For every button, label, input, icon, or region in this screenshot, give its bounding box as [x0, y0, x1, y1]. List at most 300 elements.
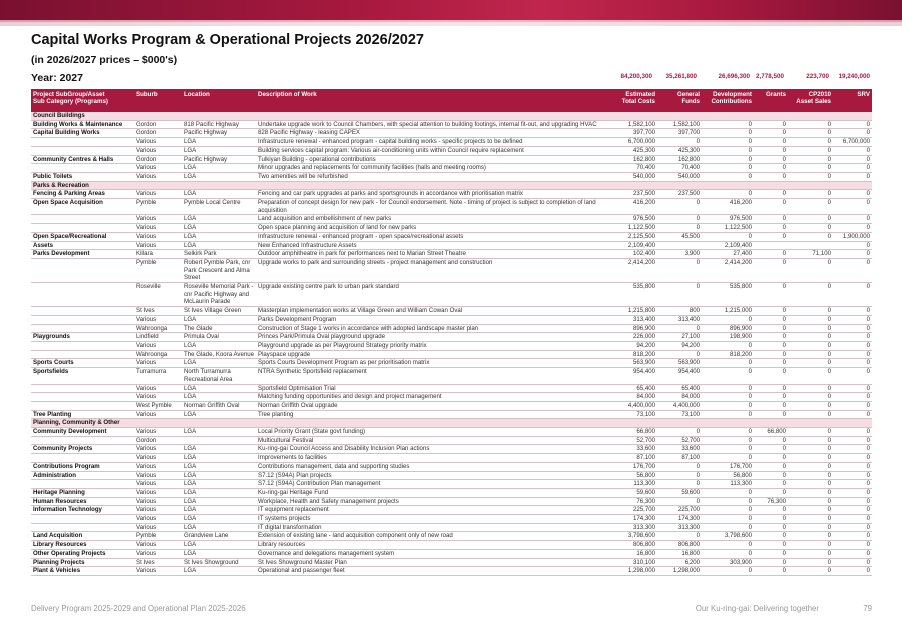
table-cell: 563,900 — [612, 359, 657, 368]
table-cell: St Ives Showground Master Plan — [256, 558, 612, 567]
table-cell: 0 — [833, 523, 872, 532]
table-cell: 237,500 — [612, 190, 657, 199]
table-cell: Various — [134, 445, 182, 454]
table-cell: 1,215,800 — [612, 307, 657, 316]
table-cell: Administration — [31, 471, 134, 480]
table-cell: Infrastructure renewal - enhanced program - open space/recreational assets — [256, 232, 612, 241]
category-row — [31, 419, 872, 428]
table-cell: 0 — [657, 462, 702, 471]
table-cell: 0 — [702, 567, 754, 576]
table-cell: 0 — [788, 445, 833, 454]
table-cell: 0 — [833, 532, 872, 541]
footer-right — [696, 604, 872, 613]
column-header-line2: Funds — [681, 98, 700, 106]
table-cell: 94,200 — [657, 341, 702, 350]
table-row — [31, 241, 872, 250]
table-cell: Robert Pymble Park, cnr Park Crescent and Alma Street — [182, 258, 256, 282]
table-cell: 818,200 — [702, 350, 754, 359]
table-cell: 0 — [702, 410, 754, 419]
table-row — [31, 384, 872, 393]
table-cell: Community Centres & Halls — [31, 155, 134, 164]
table-cell: 0 — [833, 488, 872, 497]
table-cell: Norman Griffith Oval upgrade — [256, 401, 612, 410]
column-header-line1: Grants — [766, 90, 786, 98]
table-cell: 1,215,000 — [702, 307, 754, 316]
table-cell: 540,000 — [612, 172, 657, 181]
table-cell: 0 — [788, 497, 833, 506]
table-cell: 954,400 — [612, 368, 657, 384]
table-cell: 0 — [788, 532, 833, 541]
table-cell: S7.12 (S94A) Plan projects — [256, 471, 612, 480]
column-header-line1: Suburb — [136, 90, 158, 98]
table-cell: 1,298,000 — [612, 567, 657, 576]
table-cell: 3,900 — [657, 250, 702, 259]
table-cell: Sports Courts — [31, 359, 134, 368]
table-cell: 416,200 — [612, 199, 657, 215]
table-cell: 0 — [754, 541, 788, 550]
table-cell: 0 — [833, 515, 872, 524]
table-row — [31, 199, 872, 215]
table-cell: 0 — [702, 488, 754, 497]
table-row — [31, 250, 872, 259]
table-cell: Pymble — [134, 258, 182, 282]
table-row — [31, 232, 872, 241]
table-cell: 0 — [754, 172, 788, 181]
table-cell — [31, 283, 134, 307]
table-cell — [31, 324, 134, 333]
total-cp2010: 223,700 — [806, 73, 829, 80]
table-cell: Selkirk Park — [182, 250, 256, 259]
table-cell: 66,800 — [612, 428, 657, 437]
table-cell: 313,300 — [657, 523, 702, 532]
table-cell: Matching funding opportunities and design and project management — [256, 393, 612, 402]
table-cell: 0 — [702, 155, 754, 164]
table-cell: 0 — [754, 350, 788, 359]
table-row — [31, 393, 872, 402]
table-cell: Wahroonga — [134, 350, 182, 359]
table-cell: 2,109,400 — [702, 241, 754, 250]
table-cell: 66,800 — [754, 428, 788, 437]
table-cell: 0 — [788, 258, 833, 282]
table-cell: 0 — [657, 283, 702, 307]
column-header — [833, 89, 872, 112]
table-cell: 303,900 — [702, 558, 754, 567]
table-cell: 0 — [788, 515, 833, 524]
column-header-line1: Project SubGroup/Asset — [33, 90, 105, 98]
table-cell: Minor upgrades and replacements for community facilities (halls and meeting rooms) — [256, 164, 612, 173]
table-cell: 976,500 — [612, 215, 657, 224]
table-cell: Open space planning and acquisition of land for new parks — [256, 224, 612, 233]
table-cell: LGA — [182, 384, 256, 393]
table-cell: NTRA Synthetic Sportsfield replacement — [256, 368, 612, 384]
table-cell: Various — [134, 567, 182, 576]
table-cell: LGA — [182, 462, 256, 471]
table-cell: 0 — [754, 410, 788, 419]
table-cell: 1,582,100 — [612, 120, 657, 129]
table-cell: 313,300 — [612, 523, 657, 532]
table-cell: 0 — [657, 215, 702, 224]
table-cell: Library Resources — [31, 541, 134, 550]
table-cell: 1,900,000 — [833, 232, 872, 241]
table-cell: Building services capital program: Various air-conditioning units within Council require replacement — [256, 146, 612, 155]
table-cell: 0 — [702, 549, 754, 558]
table-row — [31, 541, 872, 550]
table-cell: 2,414,200 — [612, 258, 657, 282]
table-cell: 73,100 — [612, 410, 657, 419]
table-cell: Various — [134, 541, 182, 550]
table-cell: Open Space Acquisition — [31, 199, 134, 215]
table-cell: Sports Courts Development Program as per prioritisation matrix — [256, 359, 612, 368]
table-cell: LGA — [182, 454, 256, 463]
table-cell: 33,600 — [612, 445, 657, 454]
table-row — [31, 146, 872, 155]
table-cell: St Ives Village Green — [182, 307, 256, 316]
table-cell: 0 — [833, 258, 872, 282]
table-cell: 0 — [754, 462, 788, 471]
table-cell — [31, 523, 134, 532]
table-cell: 0 — [833, 341, 872, 350]
table-cell: Human Resources — [31, 497, 134, 506]
table-row — [31, 445, 872, 454]
table-cell: 0 — [833, 241, 872, 250]
table-cell: 0 — [833, 454, 872, 463]
table-cell: Sportsfield Optimisation Trial — [256, 384, 612, 393]
table-cell: 73,100 — [657, 410, 702, 419]
table-cell: 0 — [833, 224, 872, 233]
table-cell: 0 — [754, 215, 788, 224]
table-cell: 976,500 — [702, 215, 754, 224]
table-cell — [754, 241, 788, 250]
table-cell: 0 — [657, 497, 702, 506]
table-cell: 0 — [833, 471, 872, 480]
table-cell: Infrastructure renewal - enhanced program - capital building works - specific projects to be defined — [256, 138, 612, 147]
table-cell: 0 — [657, 324, 702, 333]
table-cell: Primula Oval — [182, 333, 256, 342]
table-cell: 0 — [788, 384, 833, 393]
table-cell: 0 — [788, 172, 833, 181]
table-cell: 0 — [833, 350, 872, 359]
table-cell: 806,800 — [657, 541, 702, 550]
table-cell — [31, 307, 134, 316]
table-cell: Contributions management, data and supporting studies — [256, 462, 612, 471]
page-subtitle: (in 2026/2027 prices – $000's) — [31, 54, 178, 66]
table-cell: 0 — [657, 224, 702, 233]
table-cell: Tulkiyan Building - operational contributions — [256, 155, 612, 164]
table-cell: Ku-ring-gai Heritage Fund — [256, 488, 612, 497]
table-cell: Construction of Stage 1 works in accordance with adopted landscape master plan — [256, 324, 612, 333]
table-cell: Parks Development — [31, 250, 134, 259]
table-cell: 27,400 — [702, 250, 754, 259]
table-cell: 0 — [754, 393, 788, 402]
table-cell: 0 — [788, 215, 833, 224]
table-cell: Various — [134, 172, 182, 181]
table-cell: 0 — [788, 350, 833, 359]
column-header-line1: SRV — [857, 90, 870, 98]
table-cell — [31, 138, 134, 147]
table-cell: 0 — [754, 506, 788, 515]
table-cell: Pymble Local Centre — [182, 199, 256, 215]
category-row — [31, 112, 872, 120]
table-cell: LGA — [182, 146, 256, 155]
table-cell: Library resources — [256, 541, 612, 550]
table-cell: Gordon — [134, 120, 182, 129]
table-cell: Various — [134, 549, 182, 558]
table-cell: LGA — [182, 172, 256, 181]
table-cell: 70,400 — [657, 164, 702, 173]
table-cell: 0 — [833, 506, 872, 515]
table-cell: 0 — [833, 155, 872, 164]
table-cell: 0 — [754, 359, 788, 368]
table-cell: Various — [134, 138, 182, 147]
table-row — [31, 462, 872, 471]
table-cell: 0 — [833, 549, 872, 558]
table-cell: 0 — [754, 146, 788, 155]
table-cell: 0 — [833, 428, 872, 437]
table-cell: Assets — [31, 241, 134, 250]
table-cell: 162,800 — [657, 155, 702, 164]
table-cell: 76,300 — [754, 497, 788, 506]
table-cell — [31, 341, 134, 350]
table-cell: LGA — [182, 393, 256, 402]
table-cell: 0 — [788, 359, 833, 368]
table-cell: 535,800 — [702, 283, 754, 307]
table-cell: 0 — [702, 190, 754, 199]
table-cell: Various — [134, 523, 182, 532]
table-row — [31, 164, 872, 173]
table-cell: 0 — [788, 436, 833, 445]
table-cell: 56,800 — [702, 471, 754, 480]
table-cell: 6,700,000 — [833, 138, 872, 147]
table-cell: Various — [134, 190, 182, 199]
table-cell: Heritage Planning — [31, 488, 134, 497]
table-cell: LGA — [182, 410, 256, 419]
category-row — [31, 181, 872, 190]
table-cell: 6,200 — [657, 558, 702, 567]
table-cell: 0 — [833, 436, 872, 445]
table-cell: Pymble — [134, 199, 182, 215]
table-cell: 0 — [754, 368, 788, 384]
column-header — [754, 89, 788, 112]
table-cell: 0 — [833, 410, 872, 419]
table-cell: 0 — [788, 164, 833, 173]
table-cell: 3,798,600 — [612, 532, 657, 541]
table-cell: Wahroonga — [134, 324, 182, 333]
table-body — [31, 112, 872, 575]
table-cell: 113,300 — [612, 480, 657, 489]
table-cell: 0 — [788, 480, 833, 489]
table-cell: 0 — [754, 224, 788, 233]
table-cell: 70,400 — [612, 164, 657, 173]
table-cell: 59,600 — [657, 488, 702, 497]
table-cell: Various — [134, 471, 182, 480]
table-cell: 0 — [754, 283, 788, 307]
table-cell: 0 — [754, 558, 788, 567]
table-row — [31, 307, 872, 316]
table-cell: IT equipment replacement — [256, 506, 612, 515]
table-cell: Fencing and car park upgrades at parks and sportsgrounds in accordance with prioritisation matrix — [256, 190, 612, 199]
column-header — [134, 89, 182, 112]
table-cell — [31, 480, 134, 489]
table-cell: Various — [134, 506, 182, 515]
table-row — [31, 488, 872, 497]
table-row — [31, 120, 872, 129]
table-cell: 0 — [754, 155, 788, 164]
table-cell: 0 — [754, 445, 788, 454]
table-cell: 0 — [833, 315, 872, 324]
table-cell: Various — [134, 341, 182, 350]
table-cell: 0 — [788, 549, 833, 558]
table-cell: 0 — [657, 138, 702, 147]
table-cell: 0 — [754, 523, 788, 532]
table-cell: Gordon — [134, 129, 182, 138]
table-row — [31, 454, 872, 463]
table-cell: 0 — [754, 232, 788, 241]
table-cell — [31, 393, 134, 402]
column-header-line2: Asset Sales — [796, 98, 831, 106]
table-cell: 3,798,600 — [702, 532, 754, 541]
table-cell: 0 — [702, 315, 754, 324]
table-row — [31, 155, 872, 164]
table-cell: 0 — [702, 436, 754, 445]
table-row — [31, 341, 872, 350]
table-row — [31, 333, 872, 342]
table-cell: 0 — [702, 368, 754, 384]
table-row — [31, 324, 872, 333]
table-cell: Norman Griffith Oval — [182, 401, 256, 410]
table-cell: 52,700 — [612, 436, 657, 445]
table-cell: LGA — [182, 488, 256, 497]
table-cell: 954,400 — [657, 368, 702, 384]
table-cell: 198,900 — [702, 333, 754, 342]
table-cell: S7.12 (S94A) Contribution Plan management — [256, 480, 612, 489]
table-cell: 0 — [788, 401, 833, 410]
table-cell: 0 — [833, 480, 872, 489]
table-cell: St Ives — [134, 307, 182, 316]
table-cell: 0 — [702, 341, 754, 350]
table-cell: 0 — [788, 488, 833, 497]
table-cell: LGA — [182, 315, 256, 324]
table-cell: 0 — [754, 324, 788, 333]
table-cell: 27,100 — [657, 333, 702, 342]
table-cell: 65,400 — [657, 384, 702, 393]
table-cell: 0 — [788, 138, 833, 147]
table-cell: 0 — [754, 190, 788, 199]
table-cell: 425,300 — [612, 146, 657, 155]
table-row — [31, 506, 872, 515]
table-cell: 0 — [702, 506, 754, 515]
table-cell: Grandview Lane — [182, 532, 256, 541]
column-header-line1: Description of Work — [258, 90, 317, 98]
total-development-contributions: 26,696,300 — [718, 73, 750, 80]
table-cell: 0 — [754, 315, 788, 324]
table-cell — [31, 258, 134, 282]
table-cell: 2,125,500 — [612, 232, 657, 241]
table-cell: Fencing & Parking Areas — [31, 190, 134, 199]
table-row — [31, 523, 872, 532]
table-cell: Governance and delegations management system — [256, 549, 612, 558]
table-cell: 0 — [702, 138, 754, 147]
table-cell: Various — [134, 515, 182, 524]
table-cell: Various — [134, 315, 182, 324]
category-label: Planning, Community & Other — [31, 419, 872, 428]
table-cell: 0 — [788, 523, 833, 532]
table-cell: Various — [134, 393, 182, 402]
table-cell: Princes Park/Primula Oval playground upgrade — [256, 333, 612, 342]
table-cell: LGA — [182, 428, 256, 437]
table-cell — [31, 315, 134, 324]
table-row — [31, 172, 872, 181]
table-cell: Other Operating Projects — [31, 549, 134, 558]
table-cell: 0 — [754, 164, 788, 173]
table-cell: 0 — [702, 523, 754, 532]
table-row — [31, 215, 872, 224]
table-cell: 818,200 — [612, 350, 657, 359]
table-cell: 540,000 — [657, 172, 702, 181]
header-banner — [0, 0, 902, 22]
table-cell: 0 — [754, 307, 788, 316]
table-cell: 0 — [833, 384, 872, 393]
table-cell: 0 — [754, 480, 788, 489]
table-cell: 84,000 — [612, 393, 657, 402]
table-cell: 0 — [788, 315, 833, 324]
table-cell: 0 — [833, 445, 872, 454]
column-header-line2: Sub Category (Programs) — [33, 98, 108, 106]
table-cell: 535,800 — [612, 283, 657, 307]
table-cell: Gordon — [134, 436, 182, 445]
table-cell: 0 — [788, 324, 833, 333]
table-cell: Various — [134, 497, 182, 506]
table-cell: 0 — [702, 401, 754, 410]
table-cell: 0 — [702, 445, 754, 454]
table-cell: 0 — [754, 515, 788, 524]
table-cell: Workplace, Health and Safety management projects — [256, 497, 612, 506]
column-header-line1: CP2010 — [808, 90, 831, 98]
table-cell: Various — [134, 359, 182, 368]
table-cell: Various — [134, 384, 182, 393]
table-cell: 1,122,500 — [612, 224, 657, 233]
table-cell: 0 — [754, 333, 788, 342]
table-cell: 0 — [788, 155, 833, 164]
table-cell: 0 — [833, 307, 872, 316]
table-cell: LGA — [182, 541, 256, 550]
table-cell: 0 — [657, 480, 702, 489]
table-cell: New Enhanced Infrastructure Assets — [256, 241, 612, 250]
table-cell: 0 — [833, 567, 872, 576]
table-cell: 563,900 — [657, 359, 702, 368]
table-cell: LGA — [182, 567, 256, 576]
table-cell: 52,700 — [657, 436, 702, 445]
table-cell: Various — [134, 224, 182, 233]
table-cell: 828 Pacific Highway - leasing CAPEX — [256, 129, 612, 138]
table-cell: 0 — [754, 120, 788, 129]
table-cell: 0 — [788, 283, 833, 307]
table-cell — [788, 241, 833, 250]
table-cell: 174,300 — [612, 515, 657, 524]
table-cell: 176,700 — [702, 462, 754, 471]
table-cell: 0 — [754, 199, 788, 215]
footer-tagline: Our Ku-ring-gai: Delivering together — [695, 604, 819, 613]
table-cell: 4,400,000 — [657, 401, 702, 410]
table-cell: 0 — [833, 558, 872, 567]
table-cell: 0 — [788, 454, 833, 463]
table-cell: LGA — [182, 224, 256, 233]
table-cell: LGA — [182, 359, 256, 368]
table-cell: 65,400 — [612, 384, 657, 393]
table-cell: Pacific Highway — [182, 155, 256, 164]
table-cell: 313,400 — [657, 315, 702, 324]
table-cell: Undertake upgrade work to Council Chambers, with special attention to building footings, internal fit-out, and upgrading HVAC — [256, 120, 612, 129]
table-cell: Killara — [134, 250, 182, 259]
